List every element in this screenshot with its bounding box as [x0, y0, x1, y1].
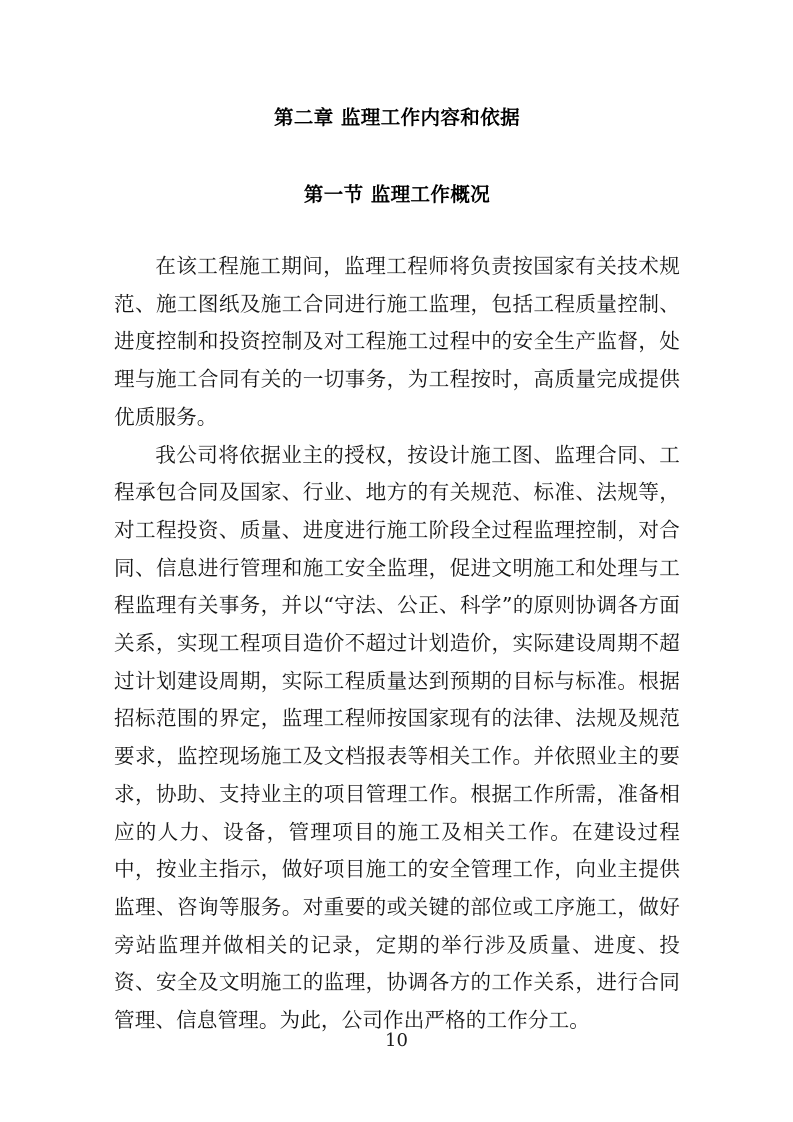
page-number: 10	[385, 1030, 408, 1051]
chapter-title: 第二章 监理工作内容和依据	[274, 106, 520, 129]
section-title: 第一节 监理工作概况	[303, 183, 491, 206]
body-paragraph: 我公司将依据业主的授权，按设计施工图、监理合同、工程承包合同及国家、行业、地方的有关规范、标准、法规等，对工程投资、质量、进度进行施工阶段全过程监理控制，对合同、信息进行管理和施工安全监理，促进文明施工和处理与工程监理有关事务，并以“守法、公正、科学”的原则协调各方面关系，实现工程项目造价不超过计划造价，实际建设周期不超过计划建设周期，实际工程质量达到预期的目标与标准。根据招标范围的界定，监理工程师按国家现有的法律、法规及规范要求，监控现场施工及文档报表等相关工作。并依照业主的要求，协助、支持业主的项目管理工作。根据工作所需，准备相应的人力、设备，管理项目的施工及相关工作。在建设过程中，按业主指示，做好项目施工的安全管理工作，向业主提供监理、咨询等服务。对重要的或关键的部位或工序施工，做好旁站监理并做相关的记录，定期的举行涉及质量、进度、投资、安全及文明施工的监理，协调各方的工作关系，进行合同管理、信息管理。为此，公司作出严格的工作分工。	[114, 442, 680, 1033]
body-paragraphs	[114, 248, 680, 1040]
body-paragraph: 在该工程施工期间，监理工程师将负责按国家有关技术规范、施工图纸及施工合同进行施工监理，包括工程质量控制、进度控制和投资控制及对工程施工过程中的安全生产监督，处理与施工合同有关的一切事务，为工程按时，高质量完成提供优质服务。	[114, 254, 680, 429]
